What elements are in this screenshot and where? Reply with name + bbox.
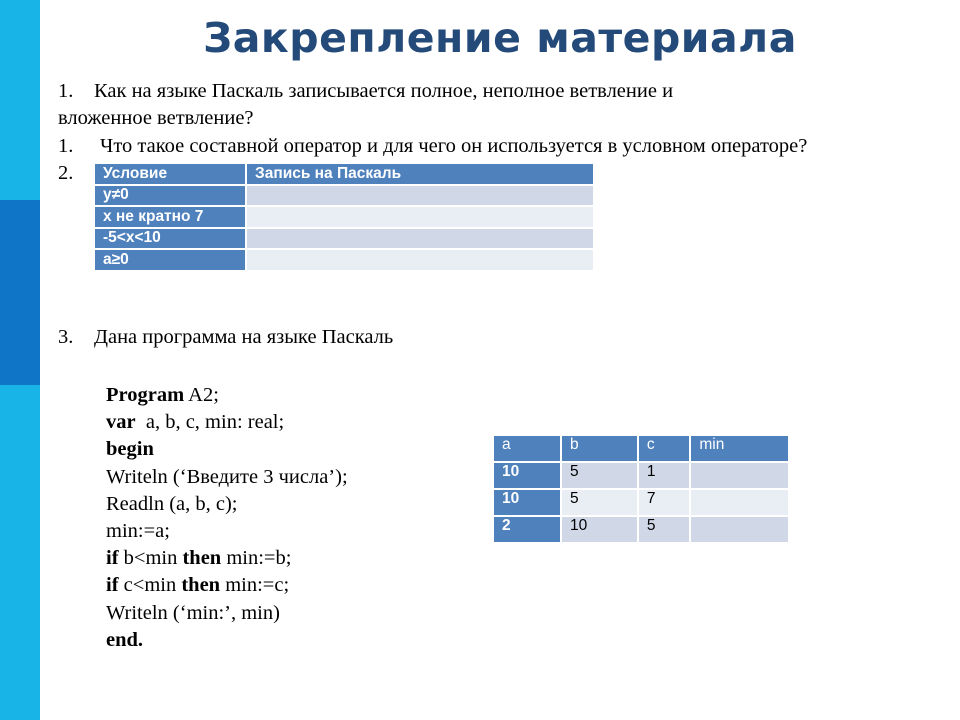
code-line: min:=a; [106, 519, 170, 542]
value-a: 2 [493, 516, 561, 543]
code-line [106, 436, 348, 463]
code-line [106, 572, 348, 599]
value-c: 1 [638, 462, 691, 489]
code-line: Readln (a, b, c); [106, 492, 238, 515]
condition-table [94, 163, 594, 271]
value-a: 10 [493, 462, 561, 489]
table-row [493, 462, 789, 489]
keyword: Program [106, 384, 185, 406]
header-a: a [493, 435, 561, 462]
values-table-header-row [493, 435, 789, 462]
header-min: min [690, 435, 789, 462]
question-4 [58, 326, 393, 349]
pascal-header: Запись на Паскаль [246, 163, 594, 185]
value-min[interactable] [690, 462, 789, 489]
table-row [493, 516, 789, 543]
condition-table-header-row [94, 163, 594, 185]
code-text: b<min [118, 547, 183, 570]
header-c: c [638, 435, 691, 462]
table-row [493, 489, 789, 516]
pascal-cell[interactable] [246, 206, 594, 228]
code-line: Writeln (‘min:’, min) [106, 601, 280, 624]
table-row [94, 185, 594, 207]
value-min[interactable] [690, 516, 789, 543]
code-text: a, b, c, min: real; [135, 411, 285, 434]
value-c: 7 [638, 489, 691, 516]
values-table [493, 435, 789, 543]
question-3-number: 2. [58, 162, 74, 184]
condition-cell: x не кратно 7 [94, 206, 246, 228]
header-b: b [561, 435, 638, 462]
value-a: 10 [493, 489, 561, 516]
keyword: begin [106, 438, 154, 461]
slide-title: Закрепление материала [203, 14, 797, 62]
code-line [106, 627, 348, 654]
slide-sidebar-accent [0, 200, 40, 385]
value-min[interactable] [690, 489, 789, 516]
value-b: 10 [561, 516, 638, 543]
code-line [106, 545, 348, 572]
question-1 [58, 80, 673, 103]
question-4-number: 3. [58, 326, 74, 348]
table-row [94, 206, 594, 228]
code-text: c<min [118, 574, 182, 597]
condition-header: Условие [94, 163, 246, 185]
keyword: then [181, 574, 221, 597]
pascal-cell[interactable] [246, 228, 594, 250]
question-2-number: 1. [58, 135, 74, 157]
code-text: min:=b; [221, 547, 292, 570]
keyword: end. [106, 628, 144, 651]
condition-cell: a≥0 [94, 249, 246, 271]
question-2 [58, 135, 807, 158]
table-row [94, 228, 594, 250]
condition-cell: y≠0 [94, 185, 246, 207]
value-b: 5 [561, 462, 638, 489]
table-row [94, 249, 594, 271]
pascal-program [106, 382, 348, 654]
question-4-text: Дана программа на языке Паскаль [94, 326, 394, 348]
question-1-continued: вложенное ветвление? [58, 107, 254, 129]
code-text: A2; [184, 384, 219, 406]
question-2-text: Что такое составной оператор и для чего он используется в условном операторе? [100, 135, 808, 157]
value-b: 5 [561, 489, 638, 516]
code-line [106, 409, 348, 436]
question-1-text: Как на языке Паскаль записывается полное, неполное ветвление и [94, 80, 674, 102]
keyword: var [106, 411, 136, 434]
code-line: Writeln (‘Введите 3 числа’); [106, 465, 348, 488]
condition-cell: -5<x<10 [94, 228, 246, 250]
pascal-cell[interactable] [246, 185, 594, 207]
keyword: if [106, 574, 119, 597]
code-line [106, 382, 348, 409]
keyword: then [182, 547, 222, 570]
code-text: min:=c; [220, 574, 290, 597]
keyword: if [106, 547, 119, 570]
pascal-cell[interactable] [246, 249, 594, 271]
question-1-number: 1. [58, 80, 74, 102]
value-c: 5 [638, 516, 691, 543]
